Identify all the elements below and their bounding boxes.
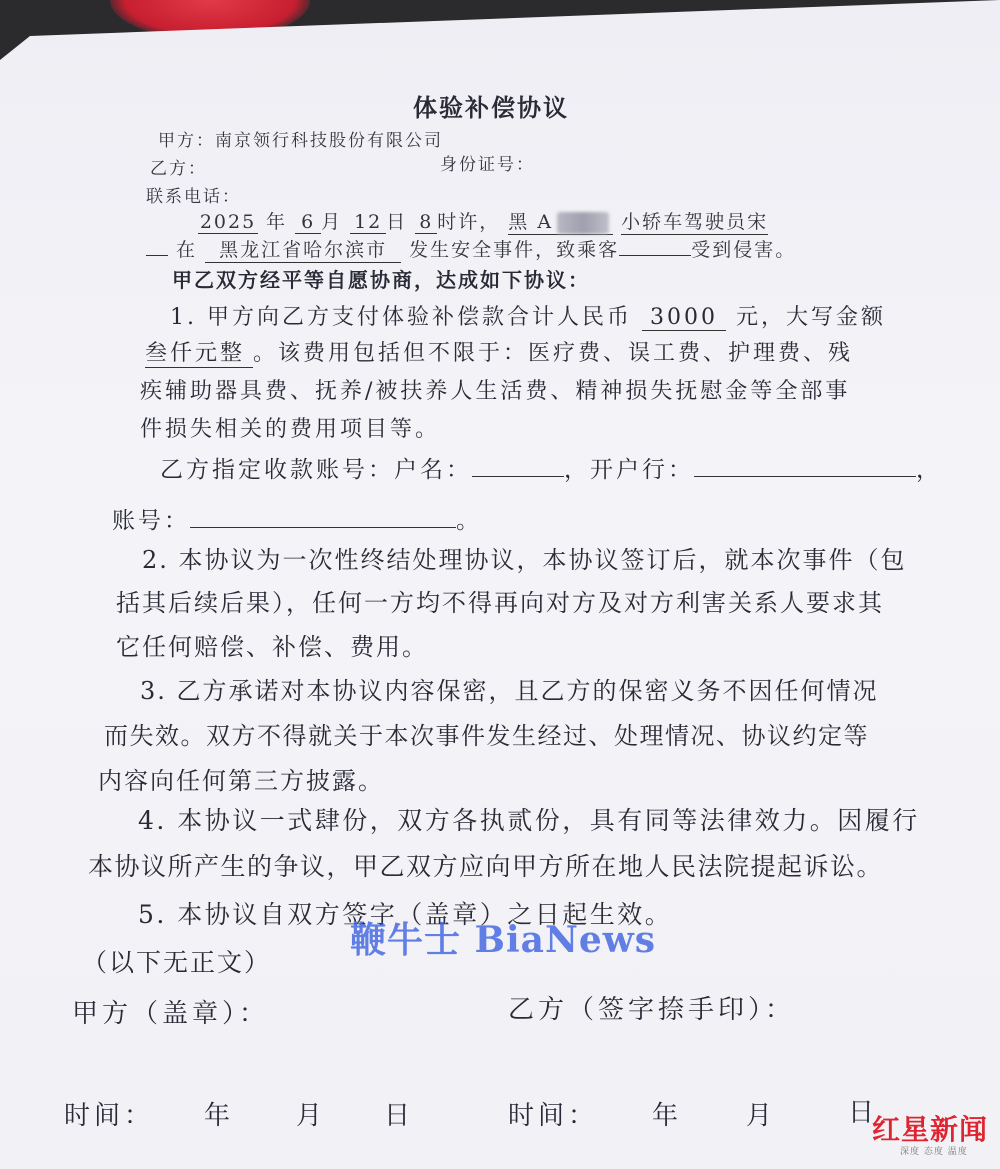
clause1-line4: 件损失相关的费用项目等。 xyxy=(140,417,441,442)
clause2-line2: 括其后续后果），任何一方均不得再向对方及对方利害关系人要求其 xyxy=(116,589,884,617)
clause1-line2 xyxy=(145,336,853,368)
event-line-2 xyxy=(146,235,796,263)
plate-number xyxy=(508,207,613,235)
blurred-plate xyxy=(557,212,609,234)
clause3-line2: 而失效。双方不得就关于本次事件发生经过、处理情况、协议约定等 xyxy=(104,722,869,750)
logo-name: 红星新闻 xyxy=(872,1113,989,1146)
event-month: 6 xyxy=(295,211,321,234)
account-number-line xyxy=(112,502,482,535)
clause4-line1: 4. 本协议一式肆份，双方各执贰份，具有同等法律效力。因履行 xyxy=(138,806,920,835)
event-year: 2025 xyxy=(199,211,257,233)
document-title: 体验补偿协议 xyxy=(413,93,569,122)
party-b-line: 乙方： xyxy=(150,159,207,179)
phone-label: 联系电话： xyxy=(146,187,241,207)
amount-words: 叁仟元整 xyxy=(145,336,253,368)
clause3-line1: 3. 乙方承诺对本协议内容保密，且乙方的保密义务不因任何情况 xyxy=(140,677,879,705)
event-hour: 8 xyxy=(415,211,437,234)
end-note: （以下无正文） xyxy=(82,948,272,977)
party-a-signature-label: 甲方（盖章）： xyxy=(72,999,270,1029)
event-line-1 xyxy=(198,207,768,235)
clause3-line3: 内容向任何第三方披露。 xyxy=(98,767,384,795)
clause2-line3: 它任何赔偿、补偿、费用。 xyxy=(116,633,428,661)
party-a-year: 年 xyxy=(204,1101,234,1131)
harmed-text: 受到侵害。 xyxy=(691,239,797,261)
clause4-line2: 本协议所产生的争议，甲乙双方应向甲方所在地人民法院提起诉讼。 xyxy=(88,852,884,881)
account-period: 。 xyxy=(456,508,482,534)
bank-blank xyxy=(694,476,916,477)
party-a-day: 日 xyxy=(384,1101,414,1131)
clause1-text-c: 。该费用包括但不限于：医疗费、误工费、护理费、残 xyxy=(253,341,854,366)
at-text: 在 xyxy=(176,239,198,261)
plate-prefix: 黑 A xyxy=(508,211,554,233)
account-number-label: 账号： xyxy=(112,508,190,534)
hongxing-news-logo xyxy=(872,1108,994,1164)
driver-text: 小轿车驾驶员宋 xyxy=(621,207,768,235)
amount-figure: 3000 xyxy=(642,305,726,331)
account-number-blank xyxy=(190,527,456,528)
clause5-line: 5. 本协议自双方签字（盖章）之日起生效。 xyxy=(138,900,673,929)
party-a-month: 月 xyxy=(296,1101,326,1131)
party-b-signature-label: 乙方（签字捺手印）： xyxy=(508,995,796,1025)
clause1-text-b: 元，大写金额 xyxy=(736,305,887,330)
hour-suffix: 时许， xyxy=(437,211,501,233)
party-b-month: 月 xyxy=(746,1101,776,1131)
month-suffix: 月 xyxy=(321,211,343,233)
occurred-text: 发生安全事件，致乘客 xyxy=(409,239,620,261)
bianews-watermark: 鞭牛士 BiaNews xyxy=(350,919,657,961)
clause2-line1: 2. 本协议为一次性终结处理协议，本协议签订后，就本次事件（包 xyxy=(142,546,907,574)
event-place: 黑龙江省哈尔滨市 xyxy=(205,235,401,263)
id-number-label: 身份证号： xyxy=(440,155,535,175)
party-a-line: 甲方：南京领行科技股份有限公司 xyxy=(158,131,443,151)
passenger-blank xyxy=(619,255,691,256)
account-label: 乙方指定收款账号：户名： xyxy=(160,457,472,483)
consensus-heading: 甲乙双方经平等自愿协商，达成如下协议： xyxy=(172,268,590,292)
party-b-time-label: 时间： xyxy=(508,1101,599,1131)
account-comma: ， xyxy=(916,457,942,483)
party-b-year: 年 xyxy=(652,1101,682,1131)
account-holder-blank xyxy=(472,476,564,477)
day-suffix: 日 xyxy=(386,211,408,233)
logo-tagline: 深度 态度 温度 xyxy=(900,1147,968,1157)
driver-name-blank xyxy=(146,255,168,256)
event-day: 12 xyxy=(350,211,386,234)
clause1-line3: 疾辅助器具费、抚养/被扶养人生活费、精神损失抚慰金等全部事 xyxy=(140,379,851,404)
bank-label: ，开户行： xyxy=(564,457,694,483)
account-line xyxy=(160,451,942,484)
year-suffix: 年 xyxy=(266,211,288,233)
party-a-time-label: 时间： xyxy=(64,1101,155,1131)
party-b-day: 日 xyxy=(848,1098,878,1128)
clause1-line1 xyxy=(170,300,886,331)
clause1-text-a: 1. 甲方向乙方支付体验补偿款合计人民币 xyxy=(170,305,632,330)
